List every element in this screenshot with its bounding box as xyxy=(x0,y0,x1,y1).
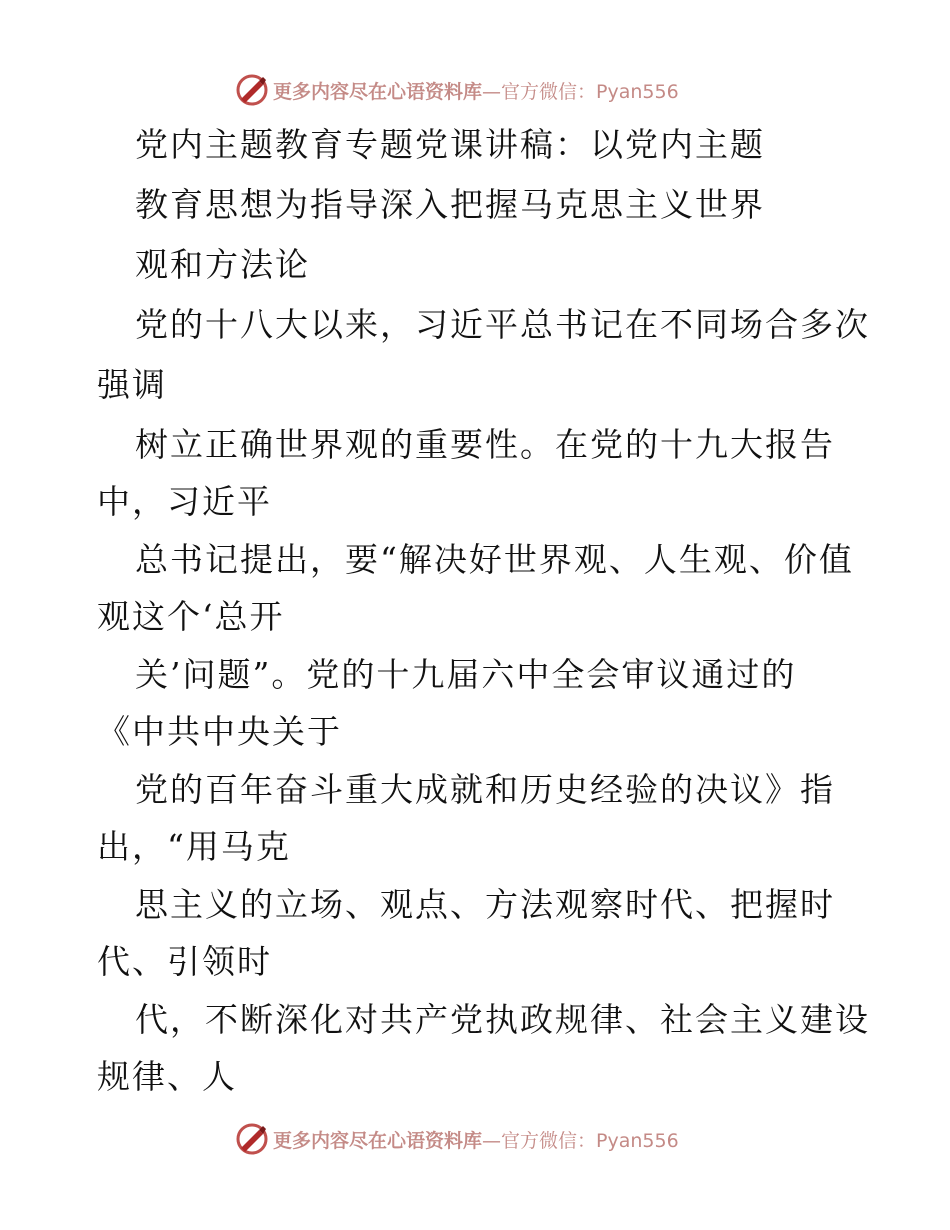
text-line: 观这个‘总开 xyxy=(97,597,285,636)
text-line: 党的十八大以来，习近平总书记在不同场合多次 xyxy=(135,305,870,344)
banner-wechat-text: —官方微信：Pyan556 xyxy=(482,1129,679,1152)
title-line-2: 教育思想为指导深入把握马克思主义世界 xyxy=(135,185,765,224)
text-line: 关’问题”。党的十九届六中全会审议通过的 xyxy=(135,655,797,694)
banner-main-text: 更多内容尽在心语资料库 xyxy=(273,1129,483,1152)
text-line: 党的百年奋斗重大成就和历史经验的决议》指 xyxy=(135,770,835,809)
text-line: 中，习近平 xyxy=(97,482,272,521)
text-line: 树立正确世界观的重要性。在党的十九大报告 xyxy=(135,425,835,464)
text-line: 规律、人 xyxy=(97,1057,237,1096)
header-banner xyxy=(235,73,679,107)
pen-logo-icon xyxy=(235,73,269,107)
text-line: 思主义的立场、观点、方法观察时代、把握时 xyxy=(135,885,835,924)
banner-main-text: 更多内容尽在心语资料库 xyxy=(273,80,483,103)
text-line: 《中共中央关于 xyxy=(97,712,342,751)
text-line: 代、引领时 xyxy=(97,942,272,981)
text-line: 代，不断深化对共产党执政规律、社会主义建设 xyxy=(135,1000,870,1039)
title-line-3: 观和方法论 xyxy=(135,245,310,284)
text-line: 总书记提出，要“解决好世界观、人生观、价值 xyxy=(135,540,854,579)
footer-banner xyxy=(235,1122,679,1156)
title-line-1: 党内主题教育专题党课讲稿：以党内主题 xyxy=(135,125,765,164)
text-line: 强调 xyxy=(97,365,167,404)
text-line: 出，“用马克 xyxy=(97,827,291,866)
banner-wechat-text: —官方微信：Pyan556 xyxy=(482,80,679,103)
pen-logo-icon xyxy=(235,1122,269,1156)
